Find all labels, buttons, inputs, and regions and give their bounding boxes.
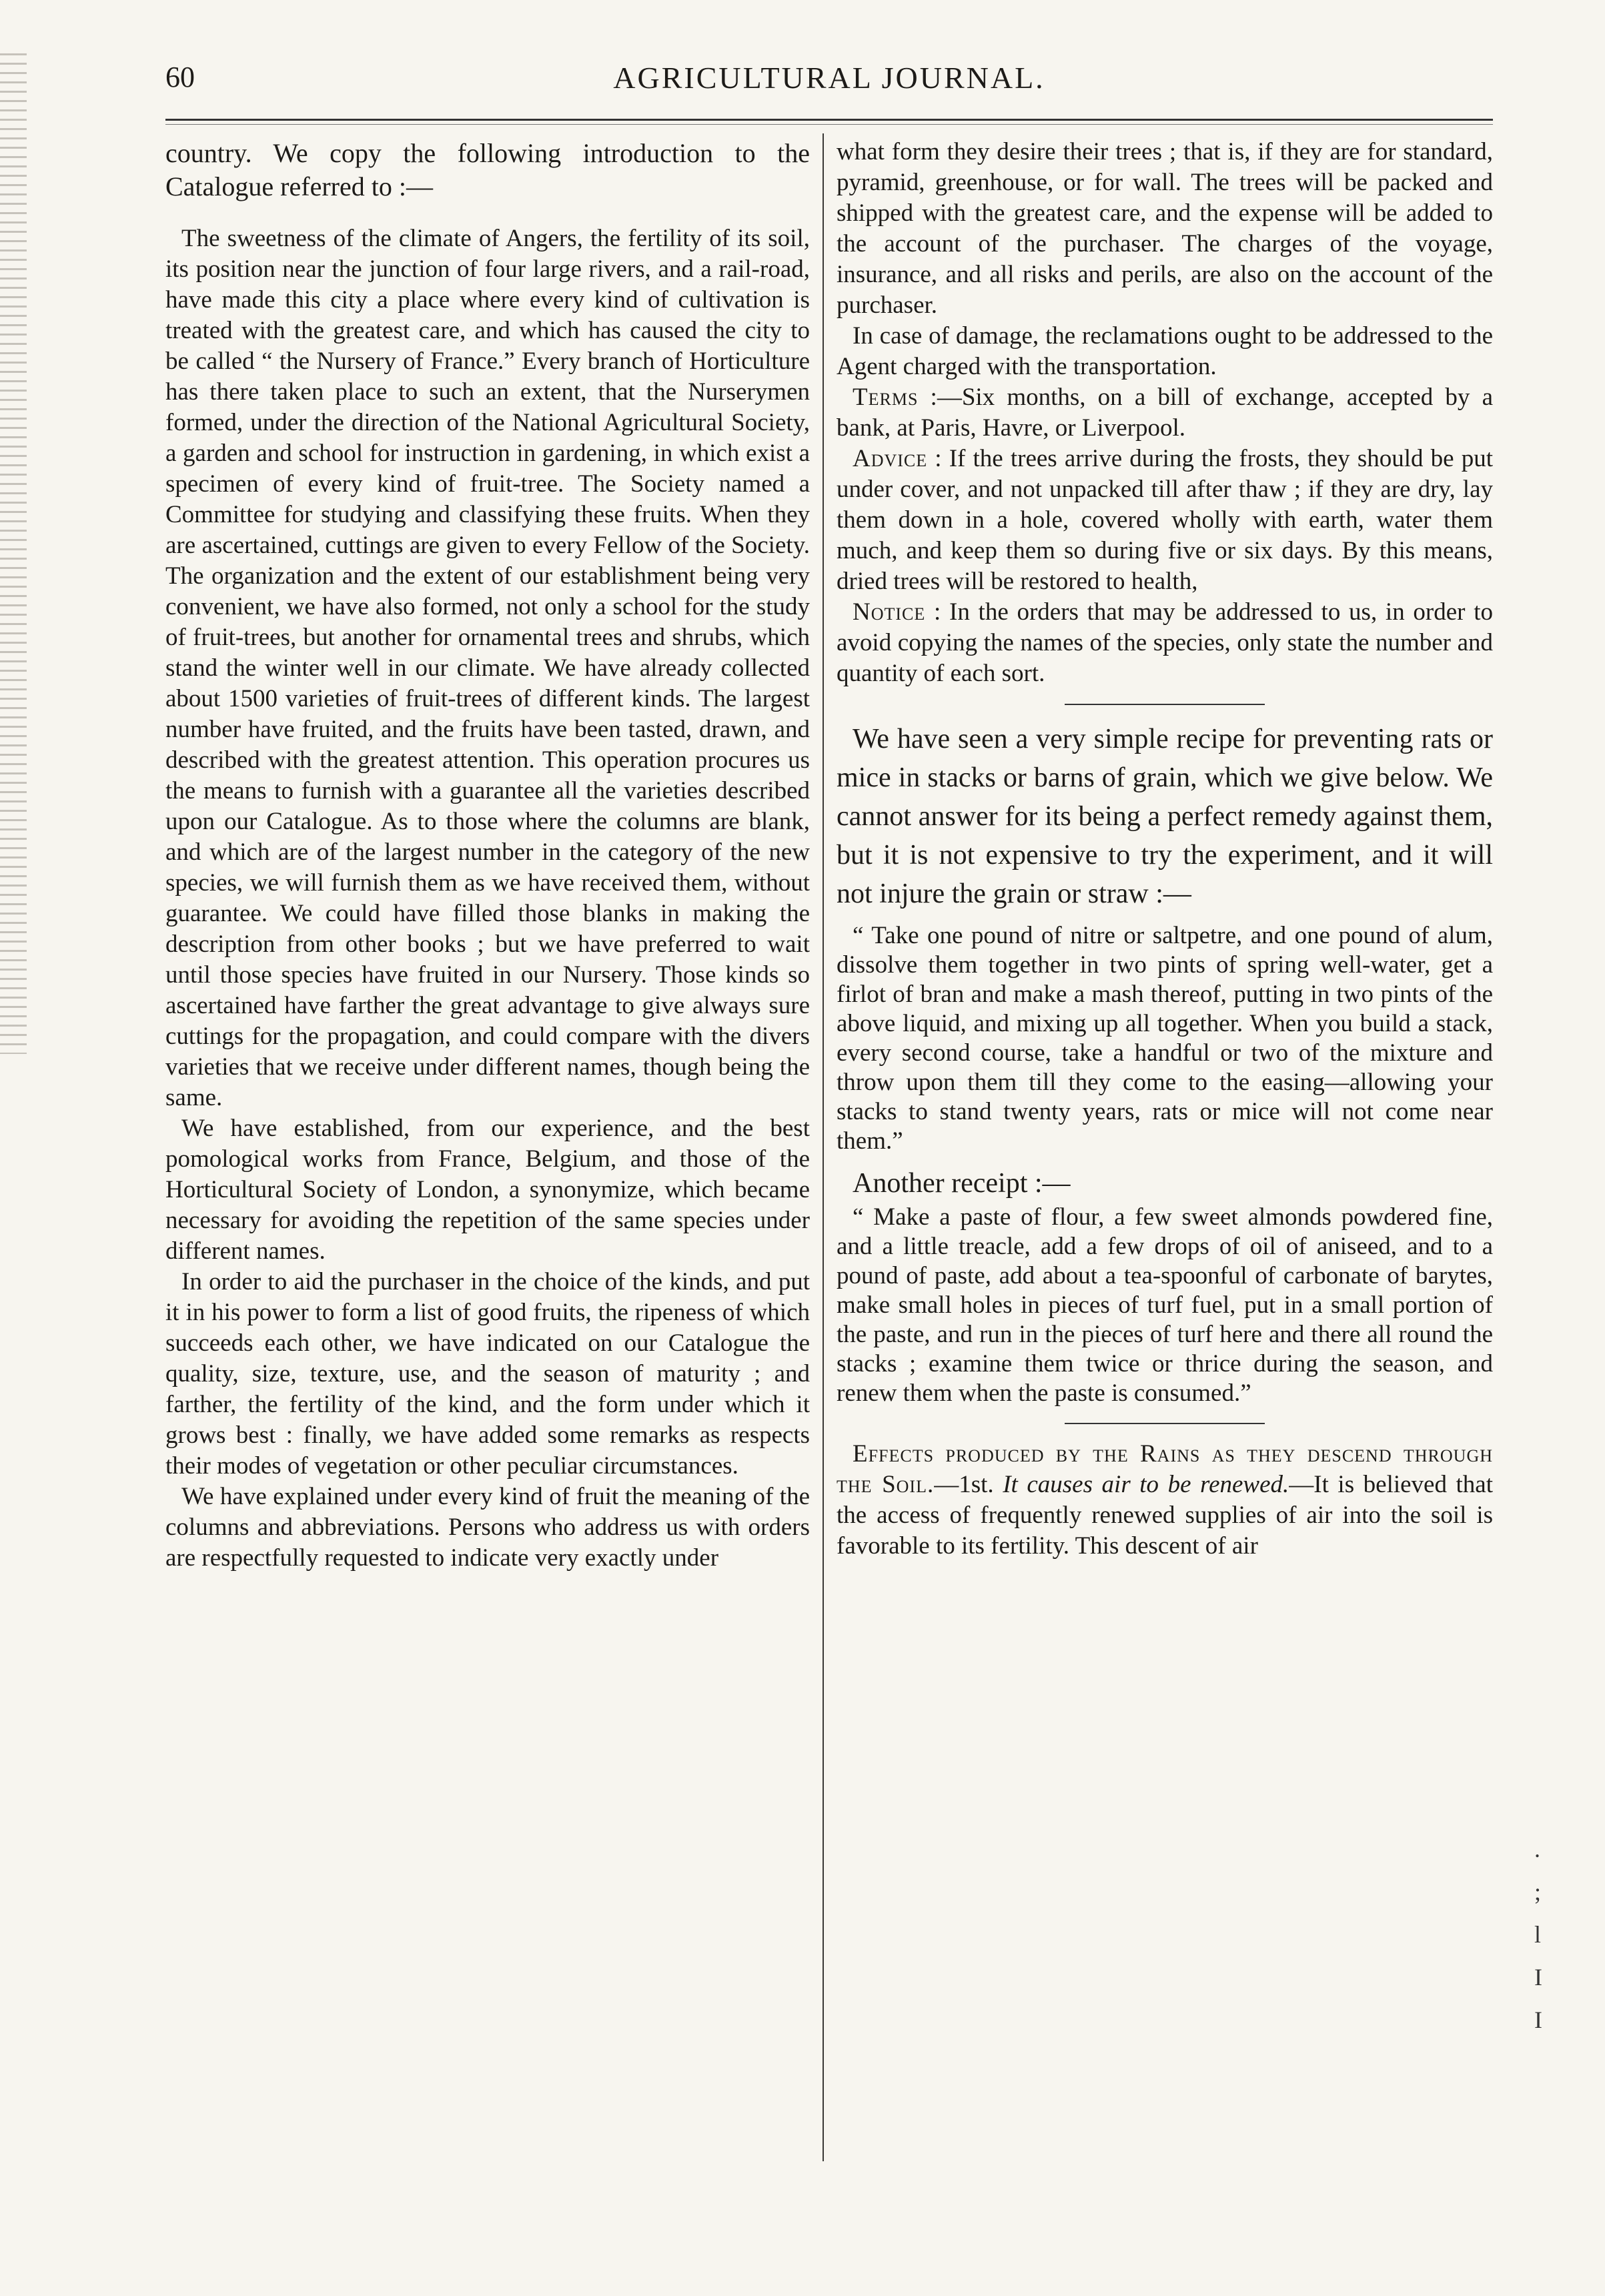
- margin-mark: ;: [1534, 1878, 1542, 1905]
- effects-text: —It is believed that the access of frequently renewed supplies of air into the soil is favorable to its fertility. This descent of air: [837, 1471, 1493, 1560]
- header-rule-thin: [165, 124, 1493, 125]
- terms-text: :—Six months, on a bill of exchange, accepted by a bank, at Paris, Havre, or Liverpool.: [837, 384, 1493, 442]
- right-column: [837, 137, 1493, 1562]
- catalogue-paragraph-4: We have explained under every kind of fruit the meaning of the columns and abbreviations. Persons who address us with orders are respectfully requested to indicate very exactly under: [165, 1483, 810, 1572]
- advice-paragraph: [837, 444, 1493, 597]
- left-column: [165, 137, 810, 1574]
- recipe-quote-1: “ Take one pound of nitre or saltpetre, and one pound of alum, dissolve them together in two pints of spring well-water, get a firlot of bran and make a mash thereof, putting in two pints of the above liquid, and mixing up all together. When you build a stack, every second course, take a handful or two of the mixture and throw upon them till they come to the easing—allowing your stacks to stand twenty years, rats or mice will not come near them.”: [837, 922, 1493, 1155]
- notice-text: : In the orders that may be addressed to us, in order to avoid copying the names of the species, only state the number and quantity of each sort.: [837, 598, 1493, 687]
- margin-mark: l: [1534, 1921, 1542, 1948]
- intro-paragraph: country. We copy the following introduction to the Catalogue referred to :—: [165, 138, 810, 201]
- terms-paragraph: [837, 382, 1493, 444]
- right-margin-marks: [1534, 1828, 1554, 2041]
- margin-mark: .: [1534, 1836, 1540, 1862]
- recipe-quote-2: “ Make a paste of flour, a few sweet almonds powdered fine, and a little treacle, add a few drops of oil of aniseed, and to a pound of paste, add about a tea-spoonful of carbonate of barytes, make small holes in pieces of turf fuel, put in a small portion of the paste, and run in the pieces of turf here and there all round the stacks ; examine them twice or thrice during the season, and renew them when the paste is consumed.”: [837, 1203, 1493, 1407]
- column-divider: [823, 133, 824, 2161]
- notice-paragraph: [837, 597, 1493, 689]
- notice-label: Notice: [853, 598, 926, 626]
- catalogue-continuation: what form they desire their trees ; that is, if they are for standard, pyramid, greenhouse, or for wall. The trees will be packed and shipped with the greatest care, and the expense will be added to the account of the purchaser. The charges of the voyage, insurance, and all risks and perils, are also on the account of the purchaser.: [837, 138, 1493, 319]
- damage-paragraph: In case of damage, the reclamations ought to be addressed to the Agent charged with the transportation.: [837, 322, 1493, 380]
- page-number: 60: [165, 61, 195, 93]
- catalogue-paragraph-3: In order to aid the purchaser in the choice of the kinds, and put it in his power to form a list of good fruits, the ripeness of which succeeds each other, we have indicated on our Catalogue the quality, size, texture, use, and the season of maturity ; and farther, the fertility of the kind, and the form under which it grows best : finally, we have added some remarks as respects their modes of vegetation or other peculiar circumstances.: [165, 1268, 810, 1480]
- running-head-title: AGRICULTURAL JOURNAL.: [613, 61, 1045, 95]
- section-separator: [1065, 704, 1265, 705]
- advice-label: Advice: [853, 445, 928, 472]
- margin-mark: I: [1534, 2006, 1542, 2033]
- catalogue-paragraph-1: The sweetness of the climate of Angers, the fertility of its soil, its position near the junction of four large rivers, and a rail-road, have made this city a place where every kind of cultivation is treated with the greatest care, and which has caused the city to be called “ the Nursery of France.” Every branch of Horticulture has there taken place to such an extent, that the Nurserymen formed, under the direction of the National Agricultural Society, a garden and school for instruction in gardening, in which exist a specimen of every kind of fruit-tree. The Society named a Committee for studying and classifying these fruits. When they are ascertained, cuttings are given to every Fellow of the Society. The organization and the extent of our establishment being very convenient, we have also formed, not only a school for the study of fruit-trees, but another for ornamental trees and shrubs, which stand the winter well in our climate. We have already collected about 1500 varieties of fruit-trees of different kinds. The largest number have fruited, and the fruits have been tasted, drawn, and described with the greatest attention. This operation procures us the means to furnish with a guarantee all the varieties described upon our Catalogue. As to those where the columns are blank, and which are of the largest number in the category of the new species, we will furnish them as we have received them, without guarantee. We could have filled those blanks in making the description from other books ; but we have preferred to wait until those species have fruited in our Nursery. Those kinds so ascertained have farther the great advantage to give always sure cuttings for the propagation, and could compare with the divers varieties that we receive under different names, though being the same.: [165, 225, 810, 1111]
- effects-heading: Effects produced by the Rains as they descend through the Soil.: [837, 1440, 1493, 1498]
- terms-label: Terms: [853, 384, 919, 411]
- effects-first: —1st.: [934, 1471, 1003, 1498]
- binding-edge-marks: [0, 53, 27, 1054]
- effects-italic: It causes air to be renewed.: [1003, 1471, 1289, 1498]
- rats-intro-paragraph: We have seen a very simple recipe for preventing rats or mice in stacks or barns of grain, which we give below. We cannot answer for its being a perfect remedy against them, but it is not expensive to try the experiment, and it will not injure the grain or straw :—: [837, 724, 1493, 909]
- another-receipt-label: Another receipt :—: [853, 1168, 1071, 1199]
- catalogue-paragraph-2: We have established, from our experience, and the best pomological works from France, Belgium, and those of the Horticultural Society of London, a synonymize, which became necessary for avoiding the repetition of the same species under different names.: [165, 1115, 810, 1265]
- section-separator-2: [1065, 1423, 1265, 1424]
- effects-paragraph: [837, 1439, 1493, 1562]
- header-rule: [165, 119, 1493, 121]
- advice-text: : If the trees arrive during the frosts, they should be put under cover, and not unpacked till after thaw ; if they are dry, lay them down in a hole, covered wholly with earth, water them much, and keep them so during five or six days. By this means, dried trees will be restored to health,: [837, 445, 1493, 595]
- page-header: [165, 52, 1493, 105]
- margin-mark: I: [1534, 1964, 1542, 1990]
